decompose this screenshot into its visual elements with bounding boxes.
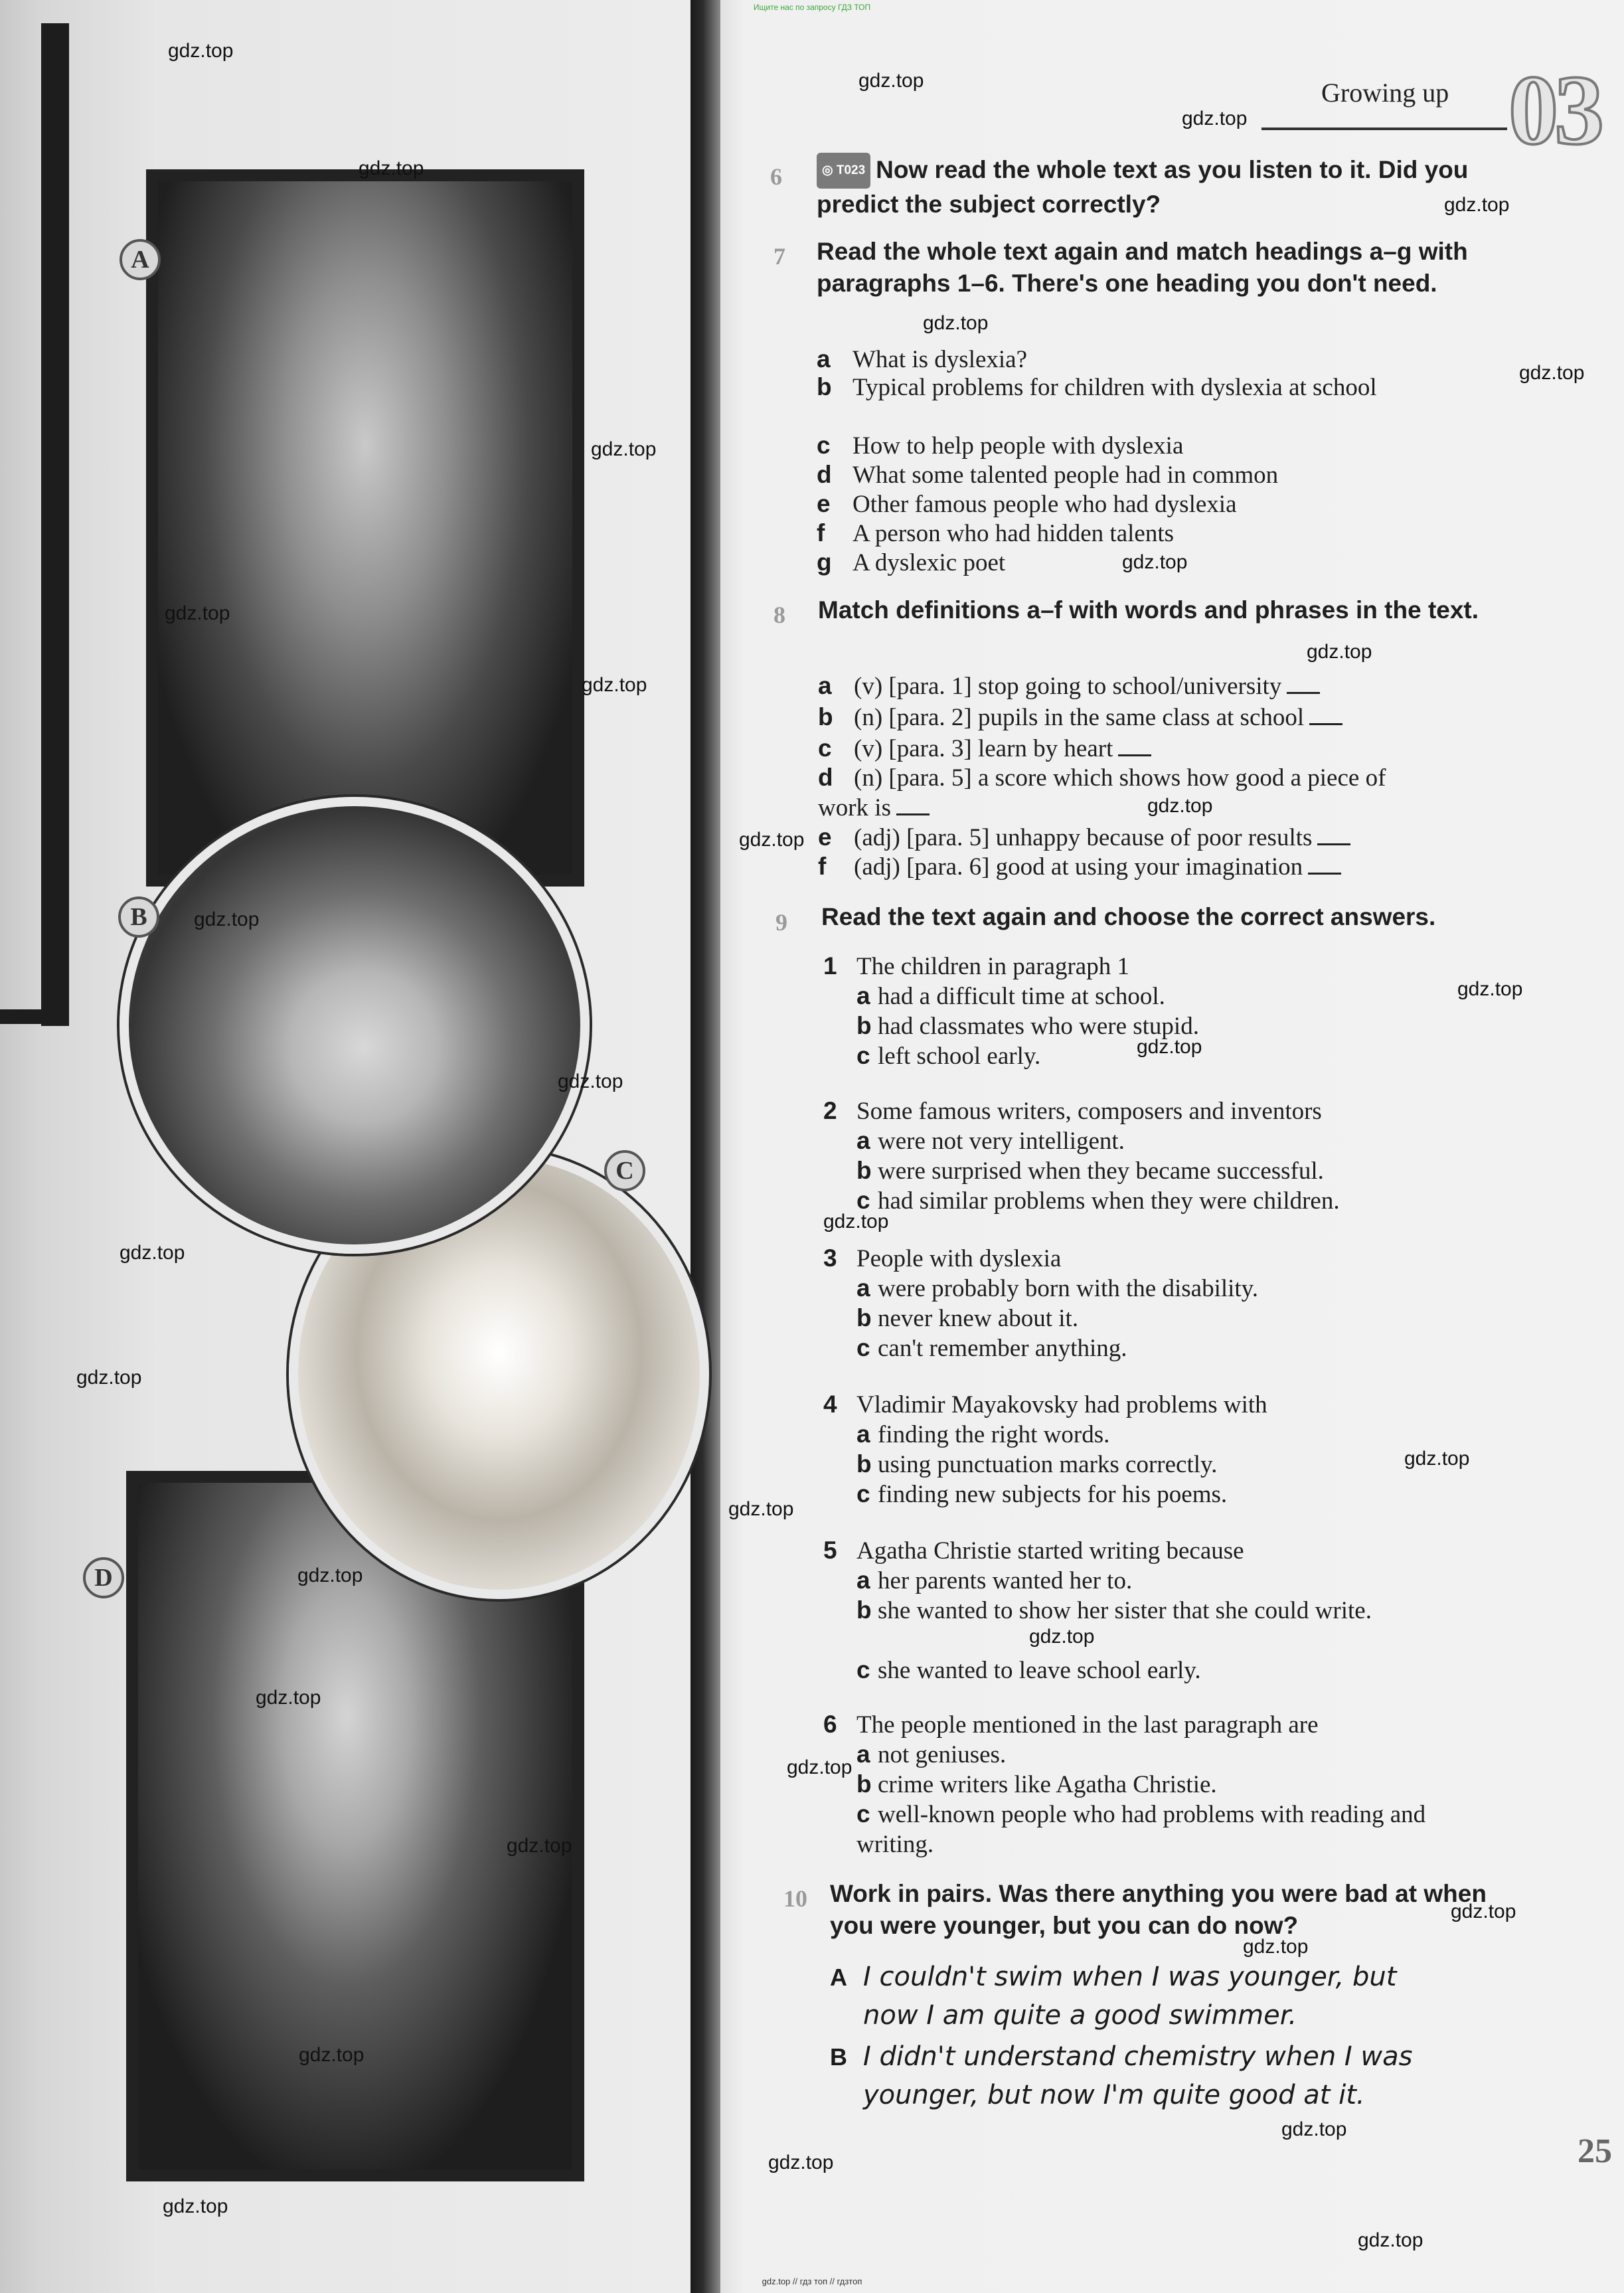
question-number: 2	[823, 1097, 837, 1124]
top-banner: Ищите нас по запросу ГДЗ ТОП	[753, 3, 871, 12]
watermark-text: gdz.top	[787, 1756, 853, 1778]
answer-blank[interactable]	[1118, 742, 1151, 756]
question-1	[823, 951, 1507, 981]
option-text: can't remember anything.	[878, 1335, 1127, 1362]
option-text: using punctuation marks correctly.	[878, 1451, 1218, 1478]
answer-blank[interactable]	[1309, 711, 1342, 725]
answer-option[interactable]	[856, 1655, 1494, 1685]
question-number: 5	[823, 1537, 837, 1564]
answer-a: A I couldn't swim when I was younger, but	[830, 1962, 1397, 1992]
photo-label-d: D	[83, 1557, 124, 1598]
question-stem: The children in paragraph 1	[856, 953, 1129, 980]
exercise-10-instruction: Work in pairs. Was there anything you were bad at when you were younger, but you can do now?	[830, 1880, 1487, 1939]
photo-a	[146, 169, 584, 887]
exercise-6-number: 6	[770, 163, 782, 190]
audio-track-badge: ◎ T023	[817, 153, 870, 189]
answer-blank[interactable]	[1287, 680, 1320, 694]
option-letter: c	[856, 1656, 870, 1683]
exercise-7-item: d What some talented people had in common	[817, 461, 1279, 489]
question-stem: People with dyslexia	[856, 1245, 1062, 1272]
watermark-text: gdz.top	[1182, 108, 1248, 129]
bottom-banner: gdz.top // гдз топ // гдзтоп	[762, 2276, 862, 2286]
exercise-9-number: 9	[775, 909, 787, 936]
exercise-10-number: 10	[783, 1885, 807, 1912]
option-letter: a	[856, 1127, 870, 1154]
exercise-7-item: c How to help people with dyslexia	[817, 432, 1184, 460]
watermark-text: gdz.top	[739, 829, 805, 851]
watermark-text: gdz.top	[1519, 362, 1585, 384]
option-letter: c	[856, 1187, 870, 1214]
question-stem: Agatha Christie started writing because	[856, 1537, 1244, 1565]
option-letter: b	[856, 1596, 872, 1624]
option-text: were not very intelligent.	[878, 1128, 1125, 1155]
option-text: well-known people who had problems with reading and writing.	[856, 1801, 1426, 1858]
photo-a-image	[158, 181, 572, 875]
question-stem: Vladimir Mayakovsky had problems with	[856, 1391, 1267, 1418]
answer-option[interactable]	[856, 1769, 1494, 1800]
watermark-text: gdz.top	[299, 2044, 365, 2066]
option-letter: a	[856, 1741, 870, 1768]
option-letter: b	[856, 1012, 872, 1039]
answer-blank[interactable]	[896, 802, 930, 815]
answer-option[interactable]	[856, 1565, 1494, 1596]
answer-option[interactable]	[856, 1126, 1494, 1156]
watermark-text: gdz.top	[1281, 2118, 1347, 2140]
watermark-text: gdz.top	[1444, 194, 1510, 216]
question-2	[823, 1096, 1507, 1126]
option-text: were surprised when they became successful.	[878, 1157, 1324, 1185]
watermark-text: gdz.top	[728, 1498, 794, 1520]
answer-option[interactable]	[856, 1449, 1494, 1480]
option-text: left school early.	[878, 1043, 1041, 1070]
answer-b: B I didn't understand chemistry when I was	[830, 2041, 1413, 2072]
book-gutter	[690, 0, 720, 2293]
exercise-8-item: a (v) [para. 1] stop going to school/university	[818, 671, 1515, 701]
option-text: not geniuses.	[878, 1741, 1007, 1768]
exercise-7-item: b Typical problems for children with dyslexia at school	[817, 373, 1377, 401]
answer-b-line2: younger, but now I'm quite good at it.	[863, 2080, 1365, 2110]
question-stem: The people mentioned in the last paragraph are	[856, 1711, 1319, 1739]
watermark-text: gdz.top	[165, 602, 230, 624]
exercise-8-item: d (n) [para. 5] a score which shows how good a piece of work is	[818, 764, 1386, 821]
watermark-text: gdz.top	[163, 2195, 228, 2217]
watermark-text: gdz.top	[120, 1242, 185, 1264]
answer-option[interactable]	[856, 981, 1494, 1011]
option-letter: a	[856, 982, 870, 1009]
question-4	[823, 1389, 1507, 1420]
answer-blank[interactable]	[1308, 861, 1341, 875]
exercise-7-instruction: Read the whole text again and match headings a–g with paragraphs 1–6. There's one heading you don't need.	[817, 238, 1468, 297]
question-number: 4	[823, 1391, 837, 1418]
answer-blank[interactable]	[1317, 831, 1350, 845]
watermark-text: gdz.top	[558, 1070, 623, 1092]
exercise-9-instruction: Read the text again and choose the correct answers.	[821, 903, 1436, 930]
exercise-8-item: f (adj) [para. 6] good at using your imagination	[818, 851, 1515, 882]
watermark-text: gdz.top	[168, 40, 234, 62]
photo-label-b: B	[118, 896, 159, 938]
exercise-8-item: b (n) [para. 2] pupils in the same class at school	[818, 702, 1515, 732]
watermark-text: gdz.top	[256, 1687, 321, 1709]
option-text: had classmates who were stupid.	[878, 1013, 1199, 1040]
watermark-text: gdz.top	[194, 908, 260, 930]
answer-option[interactable]	[856, 1185, 1494, 1216]
answer-option[interactable]	[856, 1303, 1494, 1333]
watermark-text: gdz.top	[1307, 641, 1372, 663]
answer-option[interactable]	[856, 1273, 1494, 1304]
watermark-text: gdz.top	[582, 674, 647, 696]
exercise-8-item: c (v) [para. 3] learn by heart	[818, 733, 1515, 764]
option-text: she wanted to show her sister that she could write.	[878, 1597, 1372, 1624]
option-letter: c	[856, 1334, 870, 1361]
question-number: 3	[823, 1244, 837, 1272]
left-frame-bar	[41, 23, 69, 1026]
watermark-text: gdz.top	[507, 1835, 572, 1857]
option-letter: b	[856, 1157, 872, 1184]
option-letter: a	[856, 1420, 870, 1448]
answer-option[interactable]	[856, 1333, 1494, 1363]
option-text: had similar problems when they were children.	[878, 1187, 1340, 1215]
exercise-8-number: 8	[773, 602, 785, 628]
option-text: she wanted to leave school early.	[878, 1657, 1201, 1684]
left-frame-bar-bottom	[0, 1009, 69, 1024]
option-text: had a difficult time at school.	[878, 983, 1165, 1010]
question-stem: Some famous writers, composers and inventors	[856, 1098, 1322, 1125]
unit-number: 03	[1508, 55, 1600, 165]
exercise-7-item: e Other famous people who had dyslexia	[817, 490, 1237, 518]
exercise-8-instruction: Match definitions a–f with words and phrases in the text.	[818, 596, 1479, 624]
audio-track-id: T023	[836, 163, 866, 177]
unit-title-rule	[1261, 127, 1507, 130]
answer-option[interactable]	[856, 1739, 1494, 1770]
option-text: finding the right words.	[878, 1421, 1110, 1448]
watermark-text: gdz.top	[768, 2152, 834, 2173]
photo-b	[120, 797, 590, 1254]
question-3	[823, 1243, 1507, 1274]
option-letter: c	[856, 1042, 870, 1069]
option-text: crime writers like Agatha Christie.	[878, 1771, 1217, 1798]
watermark-text: gdz.top	[858, 70, 924, 92]
exercise-6-instruction	[817, 153, 1514, 220]
option-letter: a	[856, 1274, 870, 1302]
option-letter: c	[856, 1800, 870, 1827]
watermark-text: gdz.top	[1122, 551, 1188, 573]
option-letter: b	[856, 1770, 872, 1798]
unit-title: Growing up	[1321, 78, 1449, 108]
option-text: never knew about it.	[878, 1305, 1079, 1332]
question-number: 1	[823, 952, 837, 979]
option-letter: b	[856, 1304, 872, 1331]
option-letter: b	[856, 1450, 872, 1478]
watermark-text: gdz.top	[1243, 1936, 1309, 1958]
watermark-text: gdz.top	[297, 1565, 363, 1586]
watermark-text: gdz.top	[1451, 1901, 1516, 1922]
question-number: 6	[823, 1711, 837, 1738]
question-5	[823, 1535, 1507, 1566]
watermark-text: gdz.top	[1457, 978, 1523, 1000]
watermark-text: gdz.top	[1137, 1036, 1202, 1058]
exercise-7-number: 7	[773, 243, 785, 270]
option-text: finding new subjects for his poems.	[878, 1481, 1228, 1508]
watermark-text: gdz.top	[1404, 1448, 1470, 1470]
answer-a-line2: now I am quite a good swimmer.	[863, 2000, 1297, 2031]
question-6	[823, 1709, 1507, 1740]
option-text: her parents wanted her to.	[878, 1567, 1133, 1594]
watermark-text: gdz.top	[923, 312, 989, 334]
exercise-8-item: e (adj) [para. 5] unhappy because of poor results	[818, 822, 1515, 853]
photo-label-c: C	[604, 1150, 645, 1191]
watermark-text: gdz.top	[76, 1367, 142, 1389]
watermark-text: gdz.top	[591, 438, 657, 460]
answer-option[interactable]	[856, 1595, 1494, 1626]
watermark-text: gdz.top	[823, 1211, 889, 1232]
exercise-7-item: g A dyslexic poet	[817, 549, 1006, 576]
exercise-7-item-text: Typical problems for children with dyslexia at school	[853, 374, 1377, 401]
option-text: were probably born with the disability.	[878, 1275, 1259, 1302]
watermark-text: gdz.top	[1029, 1626, 1095, 1648]
answer-option[interactable]	[856, 1799, 1494, 1859]
option-letter: c	[856, 1480, 870, 1507]
answer-option[interactable]	[856, 1155, 1494, 1186]
watermark-text: gdz.top	[1147, 795, 1213, 817]
answer-option[interactable]	[856, 1419, 1494, 1450]
exercise-7-item: f A person who had hidden talents	[817, 519, 1174, 547]
page-number: 25	[1578, 2132, 1612, 2170]
watermark-text: gdz.top	[1358, 2229, 1423, 2251]
exercise-6-text: Now read the whole text as you listen to it. Did you predict the subject correctly?	[817, 156, 1469, 218]
answer-option[interactable]	[856, 1479, 1494, 1509]
exercise-7-item: a What is dyslexia?	[817, 345, 1028, 373]
option-letter: a	[856, 1567, 870, 1594]
photo-label-a: A	[120, 239, 161, 280]
watermark-text: gdz.top	[359, 157, 424, 179]
